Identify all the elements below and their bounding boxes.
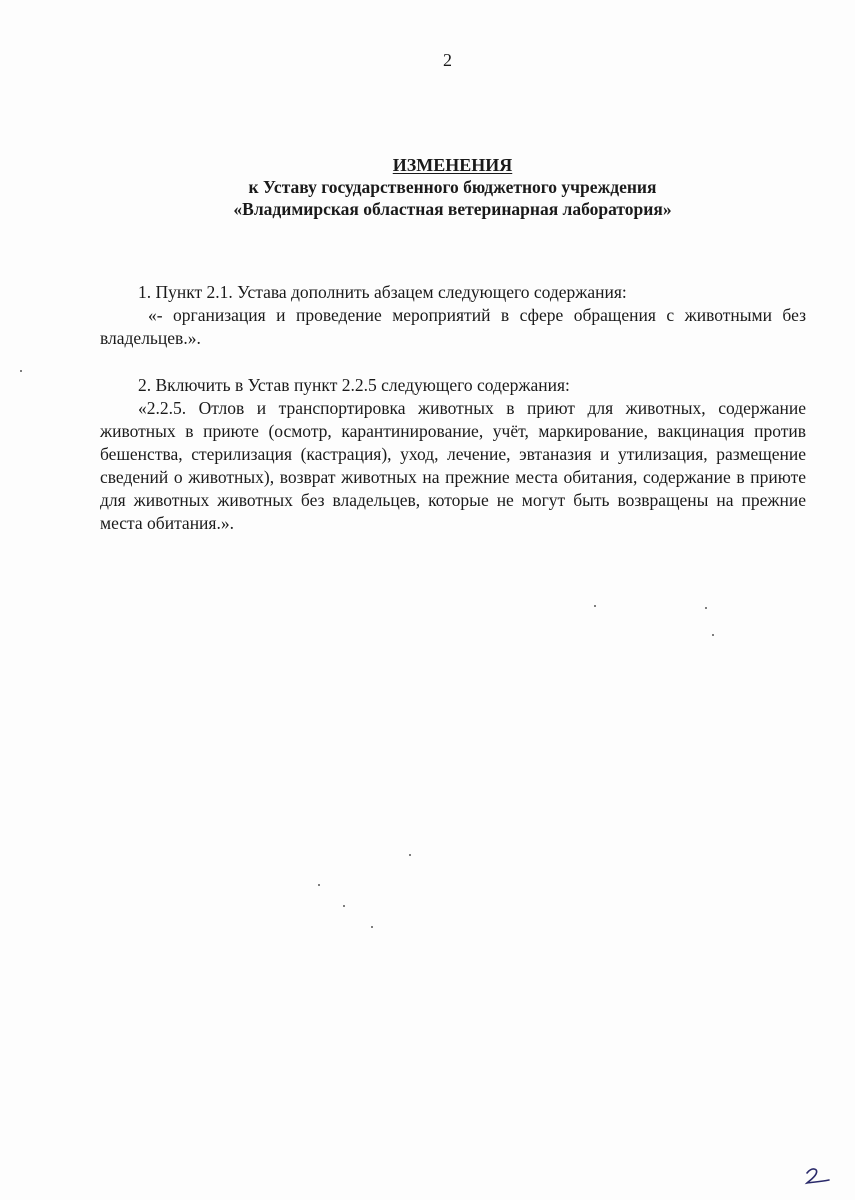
scan-speck (409, 854, 411, 856)
document-header (0, 154, 855, 220)
page-number: 2 (443, 50, 452, 70)
item-1-intro: 1. Пункт 2.1. Устава дополнить абзацем следующего содержания: (138, 282, 627, 302)
item-2-text: «2.2.5. Отлов и транспортировка животных в приют для животных, содержание животных в приюте (осмотр, карантинирование, учёт, маркирование, вакцинация против бешенства, стерилизация (кастрация), уход, лечение, эвтаназия и утилизация, размещение сведений о животных), возврат животных на прежние места обитания, содержание в приюте для животных животных без владельцев, которые не могут быть возвращены на прежние места обитания.». (100, 398, 806, 533)
scan-speck (318, 884, 320, 886)
header-subtitle-line-1: к Уставу государственного бюджетного учреждения (248, 177, 657, 197)
scan-speck (712, 634, 714, 636)
item-2-intro: 2. Включить в Устав пункт 2.2.5 следующего содержания: (138, 375, 570, 395)
handwritten-page-mark-icon (803, 1166, 833, 1186)
document-title: ИЗМЕНЕНИЯ (392, 155, 513, 175)
header-subtitle-line-2: «Владимирская областная ветеринарная лаборатория» (233, 199, 672, 219)
scan-speck (371, 926, 373, 928)
item-1-text: «- организация и проведение мероприятий в сфере обращения с животными без владельцев.». (100, 305, 806, 348)
scan-speck (343, 905, 345, 907)
document-body (100, 281, 806, 535)
scan-speck (594, 605, 596, 607)
scan-speck (20, 370, 22, 372)
scan-speck (705, 607, 707, 609)
